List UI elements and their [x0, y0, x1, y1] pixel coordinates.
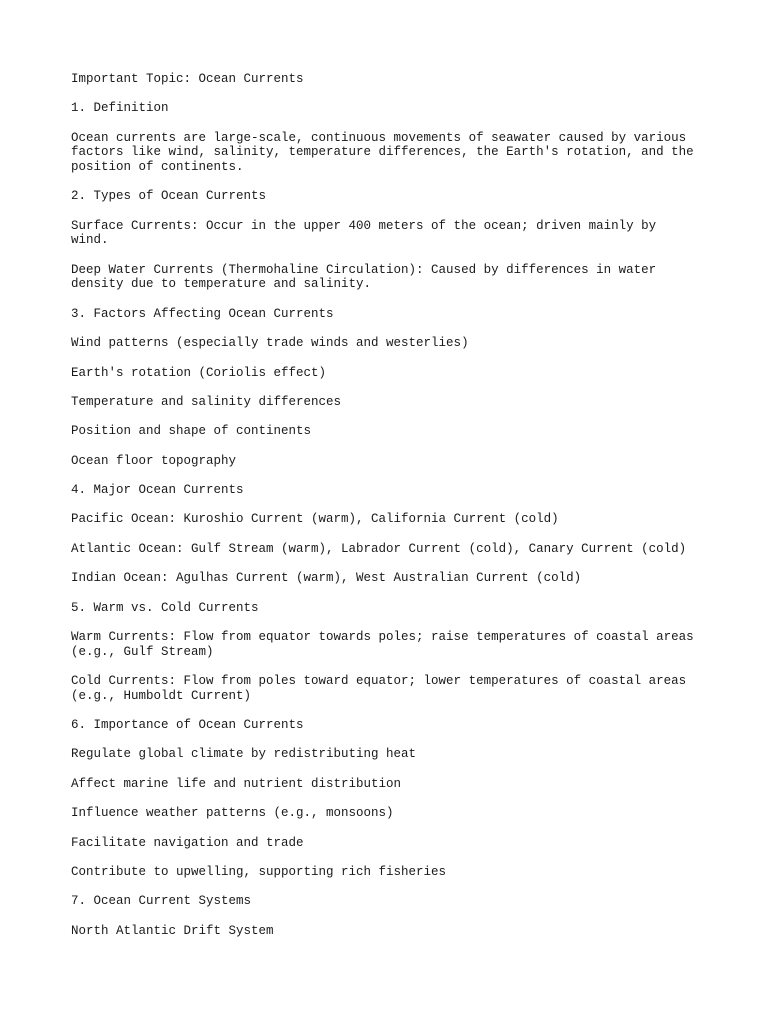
section-heading-definition: 1. Definition [71, 101, 169, 116]
paragraph: Ocean currents are large-scale, continuous movements of seawater caused by various factors like wind, salinity, temperature differences, the Earth's rotation, and the position of continents. [71, 130, 694, 174]
list-item: Wind patterns (especially trade winds and westerlies) [71, 336, 469, 351]
list-item: Affect marine life and nutrient distribution [71, 776, 402, 791]
list-item: Earth's rotation (Coriolis effect) [71, 365, 327, 380]
list-item: Atlantic Ocean: Gulf Stream (warm), Labrador Current (cold), Canary Current (cold) [71, 541, 687, 556]
section-heading-types: 2. Types of Ocean Currents [71, 189, 267, 204]
section-heading-factors: 3. Factors Affecting Ocean Currents [71, 306, 334, 321]
section-heading-major-currents: 4. Major Ocean Currents [71, 483, 244, 498]
list-item: North Atlantic Drift System [71, 923, 274, 938]
list-item: Regulate global climate by redistributing heat [71, 747, 417, 762]
list-item: Position and shape of continents [71, 424, 312, 439]
list-item: Indian Ocean: Agulhas Current (warm), West Australian Current (cold) [71, 571, 582, 586]
section-heading-importance: 6. Importance of Ocean Currents [71, 717, 304, 732]
list-item: Contribute to upwelling, supporting rich fisheries [71, 864, 447, 879]
section-heading-warm-vs-cold: 5. Warm vs. Cold Currents [71, 600, 259, 615]
document-title: Important Topic: Ocean Currents [71, 72, 304, 86]
paragraph: Cold Currents: Flow from poles toward equator; lower temperatures of coastal areas (e.g., Humboldt Current) [71, 674, 687, 703]
section-heading-systems: 7. Ocean Current Systems [71, 894, 252, 909]
list-item: Ocean floor topography [71, 453, 237, 468]
paragraph: Deep Water Currents (Thermohaline Circulation): Caused by differences in water density due to temperature and salinity. [71, 262, 657, 292]
list-item: Temperature and salinity differences [71, 394, 342, 409]
paragraph: Warm Currents: Flow from equator towards poles; raise temperatures of coastal areas (e.g., Gulf Stream) [71, 630, 694, 659]
list-item: Facilitate navigation and trade [71, 835, 304, 850]
document-page [71, 72, 711, 953]
paragraph: Surface Currents: Occur in the upper 400 meters of the ocean; driven mainly by wind. [71, 218, 657, 248]
list-item: Pacific Ocean: Kuroshio Current (warm), California Current (cold) [71, 512, 559, 527]
list-item: Influence weather patterns (e.g., monsoons) [71, 806, 394, 821]
